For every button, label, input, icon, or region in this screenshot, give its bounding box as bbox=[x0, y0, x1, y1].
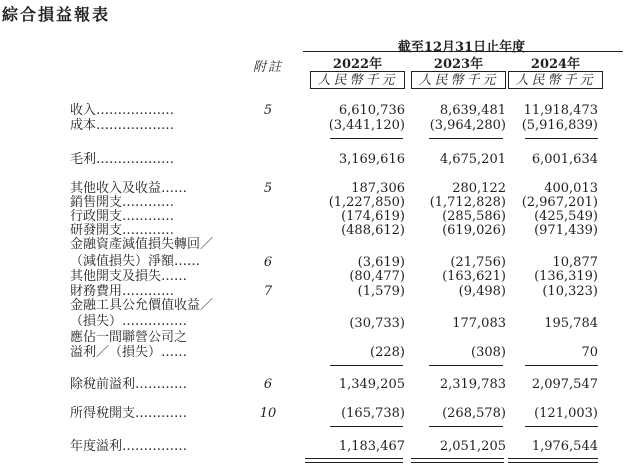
cell-2022: (488,612) bbox=[341, 223, 405, 238]
row-label: 其他收入及收益…… bbox=[70, 181, 188, 196]
row-note: 5 bbox=[263, 181, 273, 196]
row-label: 應佔一間聯營公司之 bbox=[70, 330, 188, 345]
total-double-rule bbox=[508, 458, 598, 463]
cell-2023: (308) bbox=[471, 345, 506, 360]
total-double-rule bbox=[305, 458, 403, 463]
subtotal-rule bbox=[429, 426, 503, 427]
row-label: 年度溢利…………… bbox=[70, 439, 188, 454]
cell-2024: 400,013 bbox=[544, 181, 598, 196]
cell-2024: 70 bbox=[581, 345, 598, 360]
cell-2024: (425,549) bbox=[534, 209, 598, 224]
cell-2023: (619,026) bbox=[442, 223, 506, 238]
subtotal-rule bbox=[429, 365, 503, 366]
cell-2023: (163,621) bbox=[442, 269, 506, 284]
row-label: 財務費用………… bbox=[70, 284, 175, 299]
cell-2024: (971,439) bbox=[534, 223, 598, 238]
cell-2024: (10,323) bbox=[542, 284, 598, 299]
cell-2024: (136,319) bbox=[534, 269, 598, 284]
cell-2023: 4,675,201 bbox=[439, 152, 506, 167]
cell-2023: 2,319,783 bbox=[439, 377, 506, 392]
row-note: 6 bbox=[263, 255, 273, 270]
unit-header-2024: 人民幣千元 bbox=[508, 71, 603, 89]
cell-2023: 280,122 bbox=[452, 181, 506, 196]
year-header-2022: 2022年 bbox=[332, 57, 383, 72]
subtotal-rule bbox=[429, 138, 503, 139]
cell-2024: (5,916,839) bbox=[521, 118, 598, 133]
row-label: 成本……………… bbox=[70, 118, 175, 133]
cell-2024: 2,097,547 bbox=[531, 377, 598, 392]
row-label: 銷售開支………… bbox=[70, 195, 175, 210]
cell-2022: 1,183,467 bbox=[338, 439, 405, 454]
row-label: 其他開支及損失…… bbox=[70, 269, 188, 284]
cell-2023: 8,639,481 bbox=[439, 103, 506, 118]
row-label: 金融資產減值損失轉回／ bbox=[70, 237, 214, 252]
cell-2024: 10,877 bbox=[552, 255, 598, 270]
cell-2022: 1,349,205 bbox=[338, 377, 405, 392]
cell-2022: (1,227,850) bbox=[328, 195, 405, 210]
cell-2023: (268,578) bbox=[442, 406, 506, 421]
row-note: 7 bbox=[263, 284, 273, 299]
subtotal-rule bbox=[330, 426, 403, 427]
cell-2023: 177,083 bbox=[452, 316, 506, 331]
row-label: 收入……………… bbox=[70, 103, 175, 118]
row-label: 金融工具公允價值收益／ bbox=[70, 298, 214, 313]
cell-2022: (174,619) bbox=[341, 209, 405, 224]
row-label: 研發開支………… bbox=[70, 223, 175, 238]
subtotal-rule bbox=[525, 138, 598, 139]
cell-2023: (21,756) bbox=[450, 255, 506, 270]
cell-2024: 6,001,634 bbox=[531, 152, 598, 167]
row-note: 5 bbox=[263, 103, 273, 118]
cell-2022: 187,306 bbox=[351, 181, 405, 196]
cell-2022: 6,610,736 bbox=[338, 103, 405, 118]
cell-2024: (2,967,201) bbox=[521, 195, 598, 210]
row-note: 10 bbox=[259, 406, 277, 421]
unit-header-2022: 人民幣千元 bbox=[310, 71, 405, 89]
cell-2023: (285,586) bbox=[442, 209, 506, 224]
subtotal-rule bbox=[525, 426, 598, 427]
period-rule bbox=[303, 51, 623, 52]
row-label: 所得稅開支………… bbox=[70, 406, 188, 421]
subtotal-rule bbox=[525, 365, 598, 366]
cell-2024: (121,003) bbox=[534, 406, 598, 421]
year-header-2023: 2023年 bbox=[433, 57, 484, 72]
unit-header-2023: 人民幣千元 bbox=[411, 71, 506, 89]
row-label: 毛利……………… bbox=[70, 152, 175, 167]
subtotal-rule bbox=[330, 138, 403, 139]
row-label-continued: （減值損失）淨額…… bbox=[70, 254, 201, 269]
year-header-2024: 2024年 bbox=[530, 57, 581, 72]
row-label-continued: 溢利／（損失）…… bbox=[70, 345, 188, 360]
cell-2022: (228) bbox=[370, 345, 405, 360]
cell-2022: (165,738) bbox=[341, 406, 405, 421]
row-note: 6 bbox=[263, 377, 273, 392]
cell-2024: 11,918,473 bbox=[523, 103, 598, 118]
page-title: 綜合損益報表 bbox=[2, 5, 111, 24]
cell-2024: 195,784 bbox=[544, 316, 598, 331]
cell-2022: (80,477) bbox=[349, 269, 405, 284]
row-label: 除稅前溢利………… bbox=[70, 377, 188, 392]
cell-2023: (1,712,828) bbox=[429, 195, 506, 210]
cell-2023: (9,498) bbox=[458, 284, 506, 299]
cell-2022: 3,169,616 bbox=[338, 152, 405, 167]
note-column-header: 附註 bbox=[252, 60, 283, 75]
cell-2022: (30,733) bbox=[349, 316, 405, 331]
cell-2023: 2,051,205 bbox=[439, 439, 506, 454]
cell-2022: (3,441,120) bbox=[328, 118, 405, 133]
cell-2022: (1,579) bbox=[357, 284, 405, 299]
cell-2023: (3,964,280) bbox=[429, 118, 506, 133]
total-double-rule bbox=[411, 458, 504, 463]
subtotal-rule bbox=[330, 365, 403, 366]
cell-2022: (3,619) bbox=[357, 255, 405, 270]
period-header: 截至12月31日止年度 bbox=[397, 40, 526, 55]
row-label-continued: （損失）…………… bbox=[70, 314, 188, 329]
row-label: 行政開支………… bbox=[70, 209, 175, 224]
cell-2024: 1,976,544 bbox=[531, 439, 598, 454]
